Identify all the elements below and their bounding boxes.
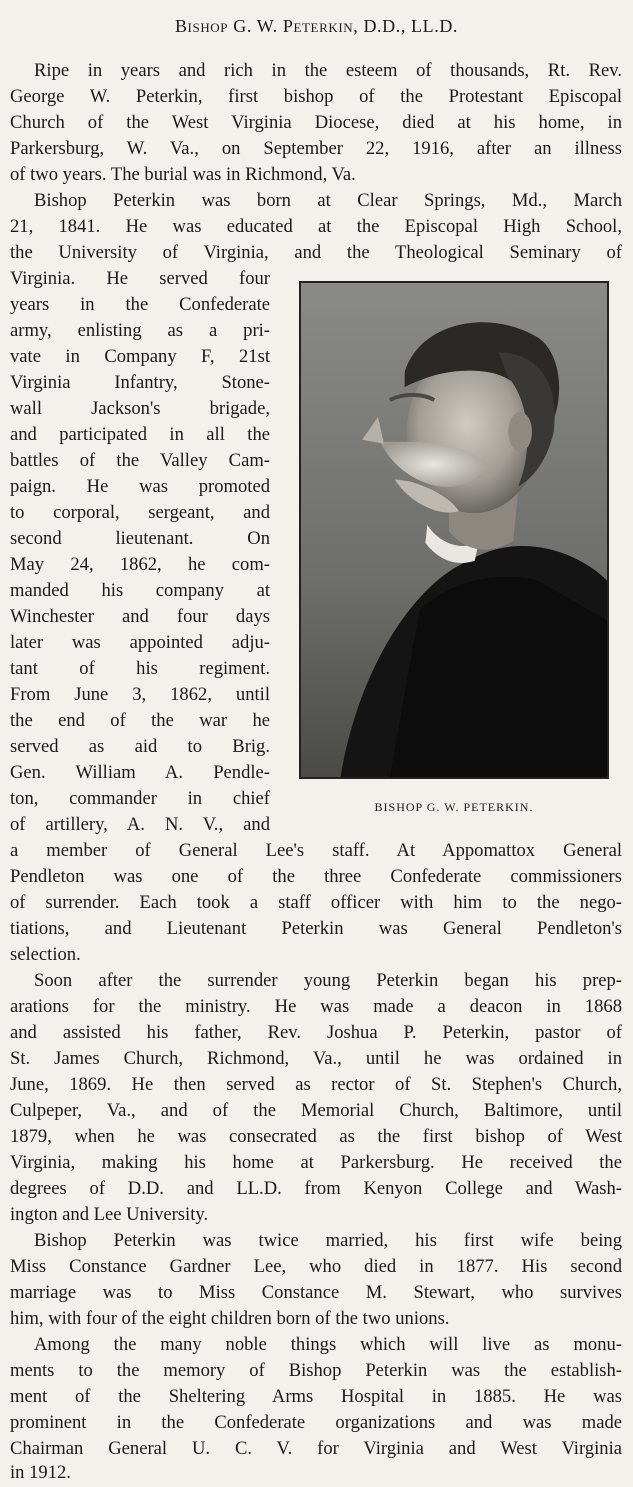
text-line: later was appointed adju- [10,632,270,653]
article-title: Bishop G. W. Peterkin, D.D., LL.D. [174,16,459,36]
text-line: him, with four of the eight children born of the two unions. [10,1308,450,1329]
text-line: ington and Lee University. [10,1204,209,1225]
text-line: manded his company at [10,580,270,601]
text-line: the end of the war he [10,710,270,731]
text-line: ment of the Sheltering Arms Hospital in 1885. He was [10,1386,622,1407]
text-line: of artillery, A. N. V., and [10,814,270,835]
text-line: to corporal, sergeant, and [10,502,270,523]
text-line: degrees of D.D. and LL.D. from Kenyon College and Wash- [10,1178,622,1199]
text-line: Winchester and four days [10,606,270,627]
text-line: Pendleton was one of the three Confederate commissioners [10,866,622,887]
text-line: vate in Company F, 21st [10,346,270,367]
text-line: Bishop Peterkin was born at Clear Springs, Md., March [34,190,622,211]
text-line: Parkersburg, W. Va., on September 22, 1916, after an illness [10,138,622,159]
text-line: a member of General Lee's staff. At Appomattox General [10,840,622,861]
text-line: ments to the memory of Bishop Peterkin was the establish- [10,1360,622,1381]
text-line: June, 1869. He then served as rector of St. Stephen's Church, [10,1074,622,1095]
text-line: tant of his regiment. [10,658,270,679]
text-line: May 24, 1862, he com- [10,554,270,575]
text-line: St. James Church, Richmond, Va., until he was ordained in [10,1048,622,1069]
text-line: 21, 1841. He was educated at the Episcopal High School, [10,216,622,237]
text-line: Bishop Peterkin was twice married, his first wife being [34,1230,622,1251]
text-line: George W. Peterkin, first bishop of the Protestant Episcopal [10,86,622,107]
text-line: Miss Constance Gardner Lee, who died in 1877. His second [10,1256,622,1277]
text-line: paign. He was promoted [10,476,270,497]
text-line: Virginia, making his home at Parkersburg. He received the [10,1152,622,1173]
text-line: of two years. The burial was in Richmond, Va. [10,164,356,185]
text-line: Chairman General U. C. V. for Virginia and West Virginia [10,1438,622,1459]
text-line: arations for the ministry. He was made a deacon in 1868 [10,996,622,1017]
text-line: second lieutenant. On [10,528,270,549]
text-line: and participated in all the [10,424,270,445]
text-line: in 1912. [10,1462,71,1483]
text-line: prominent in the Confederate organizations and was made [10,1412,622,1433]
text-line: Virginia Infantry, Stone- [10,372,270,393]
text-line: 1879, when he was consecrated as the first bishop of West [10,1126,622,1147]
text-line: Culpeper, Va., and of the Memorial Church, Baltimore, until [10,1100,622,1121]
text-line: Ripe in years and rich in the esteem of thousands, Rt. Rev. [34,60,622,81]
text-line: From June 3, 1862, until [10,684,270,705]
text-line: Virginia. He served four [10,268,270,289]
text-line: Soon after the surrender young Peterkin began his prep- [34,970,622,991]
text-line: wall Jackson's brigade, [10,398,270,419]
portrait-photo [299,281,609,779]
text-line: battles of the Valley Cam- [10,450,270,471]
text-line: served as aid to Brig. [10,736,270,757]
portrait-image [301,283,607,777]
text-line: Among the many noble things which will live as monu- [34,1334,622,1355]
text-line: tiations, and Lieutenant Peterkin was General Pendleton's [10,918,622,939]
text-line: the University of Virginia, and the Theological Seminary of [10,242,622,263]
text-line: of surrender. Each took a staff officer with him to the nego- [10,892,622,913]
text-line: and assisted his father, Rev. Joshua P. Peterkin, pastor of [10,1022,622,1043]
text-line: ton, commander in chief [10,788,270,809]
text-line: Church of the West Virginia Diocese, died at his home, in [10,112,622,133]
text-line: marriage was to Miss Constance M. Stewart, who survives [10,1282,622,1303]
text-line: army, enlisting as a pri- [10,320,270,341]
text-line: Gen. William A. Pendle- [10,762,270,783]
text-line: years in the Confederate [10,294,270,315]
text-line: selection. [10,944,81,965]
photo-caption: BISHOP G. W. PETERKIN. [374,800,534,814]
